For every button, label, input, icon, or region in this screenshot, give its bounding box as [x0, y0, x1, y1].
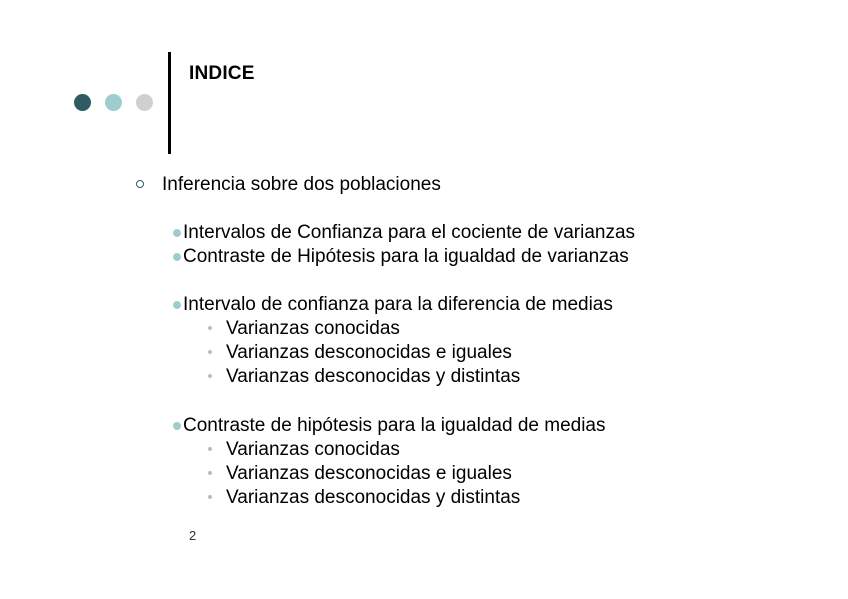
- section-heading: Intervalo de confianza para la diferencia de medias: [183, 294, 613, 315]
- list-item: Varianzas desconocidas e iguales: [226, 342, 512, 363]
- small-bullet-icon: [208, 447, 212, 451]
- section-heading: Contraste de hipótesis para la igualdad de medias: [183, 415, 606, 436]
- ring-bullet-icon: [136, 180, 144, 188]
- small-bullet-icon: [208, 495, 212, 499]
- decorative-dot-light: [105, 94, 122, 111]
- title-divider: [168, 52, 171, 154]
- dot-bullet-icon: [173, 422, 181, 430]
- dot-bullet-icon: [173, 253, 181, 261]
- dot-bullet-icon: [173, 229, 181, 237]
- list-item: Varianzas desconocidas y distintas: [226, 487, 521, 508]
- small-bullet-icon: [208, 350, 212, 354]
- small-bullet-icon: [208, 471, 212, 475]
- small-bullet-icon: [208, 374, 212, 378]
- decorative-dot-dark: [74, 94, 91, 111]
- main-item: Inferencia sobre dos poblaciones: [162, 174, 441, 195]
- list-item: Contraste de Hipótesis para la igualdad de varianzas: [183, 246, 629, 267]
- small-bullet-icon: [208, 326, 212, 330]
- list-item: Varianzas desconocidas y distintas: [226, 366, 521, 387]
- dot-bullet-icon: [173, 301, 181, 309]
- list-item: Varianzas conocidas: [226, 439, 400, 460]
- list-item: Varianzas conocidas: [226, 318, 400, 339]
- page-number: 2: [189, 528, 197, 543]
- slide-title: INDICE: [189, 63, 255, 84]
- list-item: Intervalos de Confianza para el cociente de varianzas: [183, 222, 636, 243]
- decorative-dot-gray: [136, 94, 153, 111]
- list-item: Varianzas desconocidas e iguales: [226, 463, 512, 484]
